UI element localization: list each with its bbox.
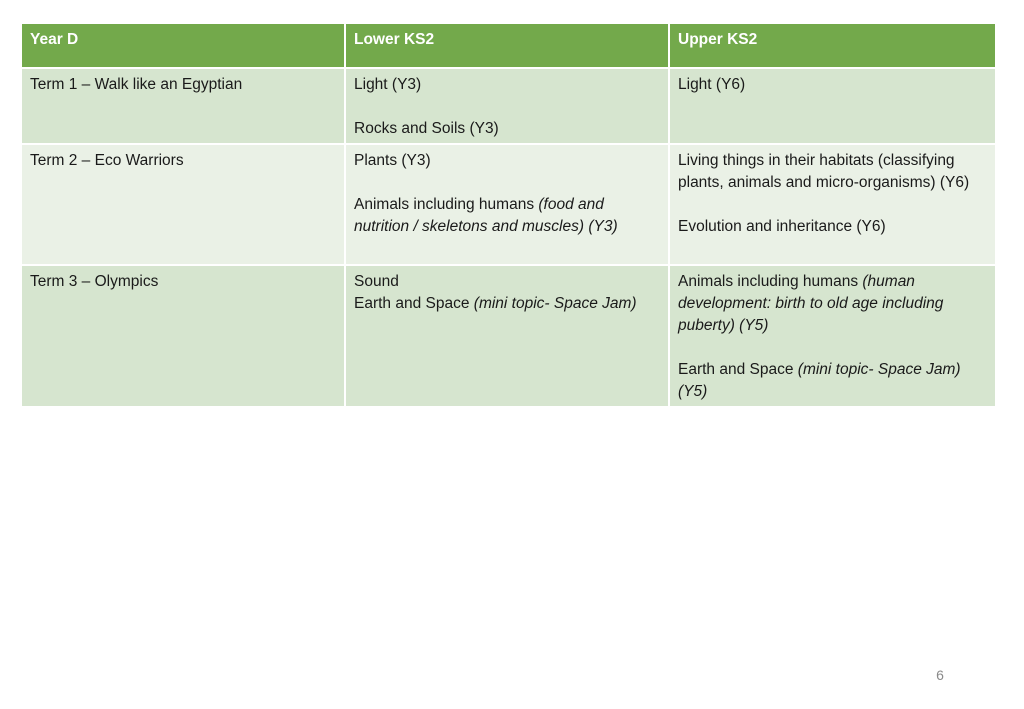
- topic-plain: Animals including humans: [354, 196, 539, 213]
- topic-detail: (food and nutrition / skeletons and muscles) (Y3): [354, 196, 618, 235]
- table-row: [22, 266, 995, 406]
- table-row: [22, 145, 995, 266]
- topic-text: Light (Y6): [678, 76, 746, 93]
- topic-detail: (mini topic- Space Jam): [473, 295, 637, 312]
- topic-text: [678, 271, 988, 337]
- topic-detail: (mini topic- Space Jam) (Y5): [678, 361, 961, 400]
- lower-ks2-cell: [346, 266, 670, 408]
- table-row: [22, 69, 995, 145]
- topic-plain: Earth and Space: [354, 295, 474, 312]
- topic-plain: Animals including humans: [678, 273, 863, 290]
- topic-text: Evolution and inheritance (Y6): [678, 218, 886, 235]
- topic-text: Plants (Y3): [354, 152, 431, 169]
- topic-text: [354, 293, 661, 315]
- term-label: Term 2 – Eco Warriors: [30, 152, 184, 169]
- term-cell: [22, 266, 346, 408]
- upper-ks2-cell: [670, 145, 995, 264]
- topic-text: [678, 359, 988, 403]
- topic-text: [354, 194, 661, 238]
- term-label: Term 1 – Walk like an Egyptian: [30, 76, 243, 93]
- term-cell: [22, 69, 346, 145]
- curriculum-table: [22, 24, 995, 406]
- topic-plain: Earth and Space: [678, 361, 798, 378]
- lower-ks2-cell: [346, 145, 670, 264]
- upper-ks2-cell: [670, 266, 995, 408]
- term-cell: [22, 145, 346, 264]
- lower-ks2-cell: [346, 69, 670, 145]
- term-label: Term 3 – Olympics: [30, 273, 159, 290]
- topic-detail: (human development: birth to old age including puberty) (Y5): [678, 273, 944, 334]
- topic-text: Sound: [354, 273, 399, 290]
- topic-text: Living things in their habitats (classifying plants, animals and micro-organisms) (Y6): [678, 152, 970, 191]
- header-lower-ks2: Lower KS2: [346, 24, 670, 67]
- topic-text: Light (Y3): [354, 76, 422, 93]
- table-header-row: [22, 24, 995, 69]
- header-upper-ks2: Upper KS2: [678, 31, 758, 48]
- topic-text: Rocks and Soils (Y3): [354, 120, 499, 137]
- upper-ks2-cell: [670, 69, 995, 145]
- header-year: Year D: [22, 24, 346, 67]
- page-number: 6: [936, 667, 944, 683]
